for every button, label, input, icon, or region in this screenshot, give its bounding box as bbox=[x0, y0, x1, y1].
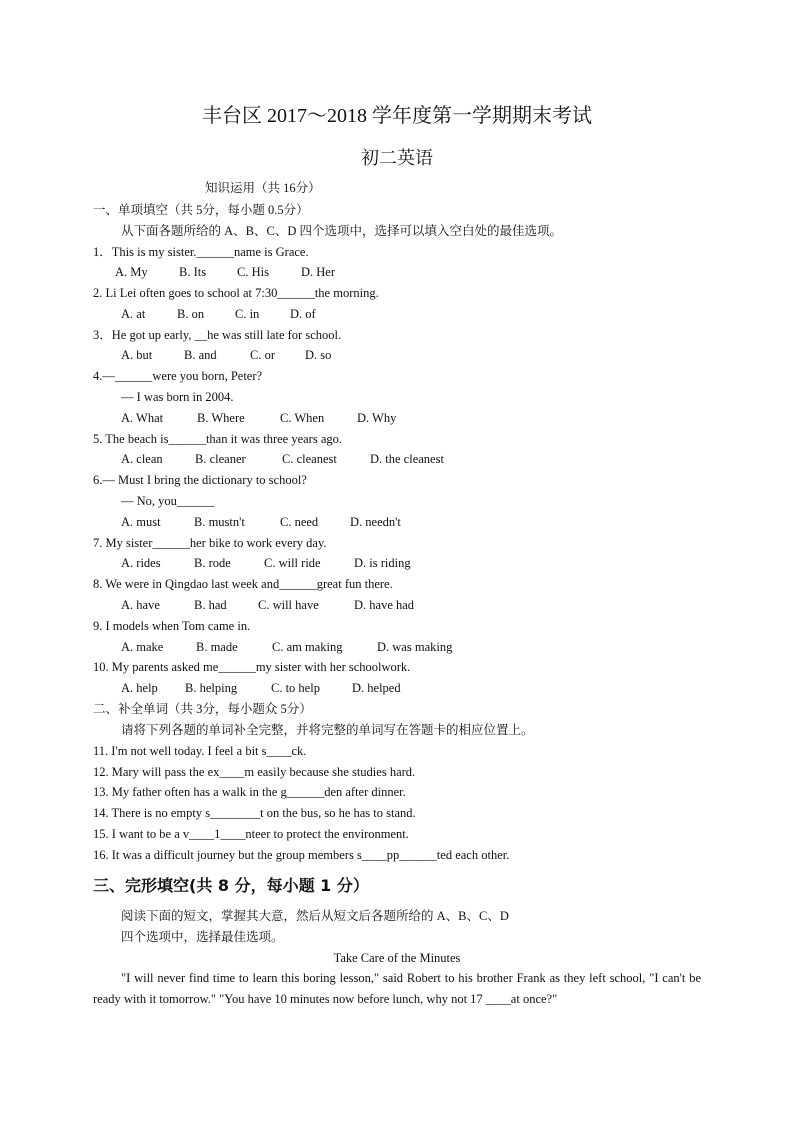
passage-title: Take Care of the Minutes bbox=[333, 951, 461, 965]
option-a: A. have bbox=[121, 598, 160, 612]
option-d: D. the cleanest bbox=[370, 452, 444, 466]
option-a: A. What bbox=[121, 411, 164, 425]
option-c: C. His bbox=[237, 265, 269, 279]
question-10-stem: 10. My parents asked me______my sister with her schoolwork. bbox=[93, 660, 411, 674]
option-d: D. Why bbox=[357, 411, 397, 425]
passage-text: "I will never find time to learn this boring lesson," said Robert to his brother Frank as they left school, "I can't be ready with it tomorrow." "You have 10 minutes now before lunch, why not 17 ____at once?" bbox=[93, 971, 701, 1006]
section2-heading: 二、补全单词（共 3分，每小题众 5分） bbox=[93, 702, 312, 716]
option-b: B. helping bbox=[185, 681, 238, 695]
question-5-options bbox=[121, 451, 444, 467]
option-c: C. to help bbox=[271, 681, 320, 695]
option-c: C. will have bbox=[258, 598, 319, 612]
option-d: D. of bbox=[290, 307, 316, 321]
question-3-options bbox=[121, 347, 331, 363]
question-6-stem: 6.— Must I bring the dictionary to school? bbox=[93, 473, 307, 487]
section1-heading: 一、单项填空（共 5分，每小题 0.5分） bbox=[93, 203, 309, 217]
question-2-stem: 2. Li Lei often goes to school at 7:30______the morning. bbox=[93, 286, 379, 300]
option-c: C. need bbox=[280, 515, 319, 529]
section2-instruction: 请将下列各题的单词补全完整，并将完整的单词写在答题卡的相应位置上。 bbox=[121, 723, 534, 737]
option-a: A. at bbox=[121, 307, 146, 321]
question-8-options bbox=[121, 597, 414, 613]
option-d: D. have had bbox=[354, 598, 415, 612]
question-13: 13. My father often has a walk in the g______den after dinner. bbox=[93, 785, 406, 799]
question-1-options bbox=[115, 264, 335, 280]
option-a: A. rides bbox=[121, 556, 161, 570]
option-c: C. in bbox=[235, 307, 260, 321]
option-b: B. and bbox=[184, 348, 217, 362]
option-a: A. help bbox=[121, 681, 158, 695]
exam-subject: 初二英语 bbox=[361, 148, 433, 168]
question-11: 11. I'm not well today. I feel a bit s____ck. bbox=[93, 744, 307, 758]
option-b: B. had bbox=[194, 598, 227, 612]
question-4-stem: 4.—______were you born, Peter? bbox=[93, 369, 263, 383]
question-1-stem: 1．This is my sister.______name is Grace. bbox=[93, 245, 309, 259]
option-a: A. My bbox=[115, 265, 148, 279]
option-c: C. or bbox=[250, 348, 275, 362]
question-4-options bbox=[121, 410, 396, 426]
option-c: C. cleanest bbox=[282, 452, 337, 466]
option-b: B. rode bbox=[194, 556, 231, 570]
question-14: 14. There is no empty s________t on the bus, so he has to stand. bbox=[93, 806, 416, 820]
section3-instruction-line1: 阅读下面的短文，掌握其大意，然后从短文后各题所给的 A、B、C、D bbox=[121, 909, 509, 923]
option-b: B. made bbox=[196, 640, 238, 654]
question-3-stem: 3．He got up early, __he was still late for school. bbox=[93, 328, 342, 342]
option-c: C. When bbox=[280, 411, 325, 425]
question-6-options bbox=[121, 514, 401, 530]
option-a: A. clean bbox=[121, 452, 163, 466]
question-5-stem: 5. The beach is______than it was three years ago. bbox=[93, 432, 342, 446]
option-c: C. am making bbox=[272, 640, 343, 654]
question-7-stem: 7. My sister______her bike to work every day. bbox=[93, 536, 327, 550]
question-4-reply: — I was born in 2004. bbox=[121, 390, 234, 404]
option-b: B. on bbox=[177, 307, 205, 321]
option-b: B. Its bbox=[179, 265, 207, 279]
exam-title: 丰台区 2017～2018 学年度第一学期期末考试 bbox=[202, 105, 592, 127]
option-d: D. was making bbox=[377, 640, 453, 654]
question-6-reply: — No, you______ bbox=[121, 494, 215, 508]
section3-instruction-line2: 四个选项中，选择最佳选项。 bbox=[121, 930, 284, 944]
question-2-options bbox=[121, 306, 316, 322]
question-7-options bbox=[121, 555, 411, 571]
option-c: C. will ride bbox=[264, 556, 321, 570]
option-b: B. mustn't bbox=[194, 515, 245, 529]
option-a: A. make bbox=[121, 640, 164, 654]
option-d: D. helped bbox=[352, 681, 401, 695]
option-a: A. but bbox=[121, 348, 153, 362]
question-15: 15. I want to be a v____1____nteer to protect the environment. bbox=[93, 827, 409, 841]
option-d: D. so bbox=[305, 348, 332, 362]
option-b: B. Where bbox=[197, 411, 245, 425]
question-8-stem: 8. We were in Qingdao last week and______great fun there. bbox=[93, 577, 393, 591]
part-title: 知识运用（共 16分） bbox=[205, 181, 321, 195]
option-d: D. needn't bbox=[350, 515, 401, 529]
option-b: B. cleaner bbox=[195, 452, 246, 466]
section1-instruction: 从下面各题所给的 A、B、C、D 四个选项中，选择可以填入空白处的最佳选项。 bbox=[121, 224, 562, 238]
question-16: 16. It was a difficult journey but the group members s____pp______ted each other. bbox=[93, 848, 510, 862]
option-d: D. is riding bbox=[354, 556, 411, 570]
question-9-stem: 9. I models when Tom came in. bbox=[93, 619, 251, 633]
question-9-options bbox=[121, 639, 452, 655]
question-10-options bbox=[121, 680, 401, 696]
option-a: A. must bbox=[121, 515, 161, 529]
section3-heading: 三、完形填空(共 8 分，每小题 1 分） bbox=[93, 876, 369, 895]
question-12: 12. Mary will pass the ex____m easily because she studies hard. bbox=[93, 765, 416, 779]
option-d: D. Her bbox=[301, 265, 336, 279]
